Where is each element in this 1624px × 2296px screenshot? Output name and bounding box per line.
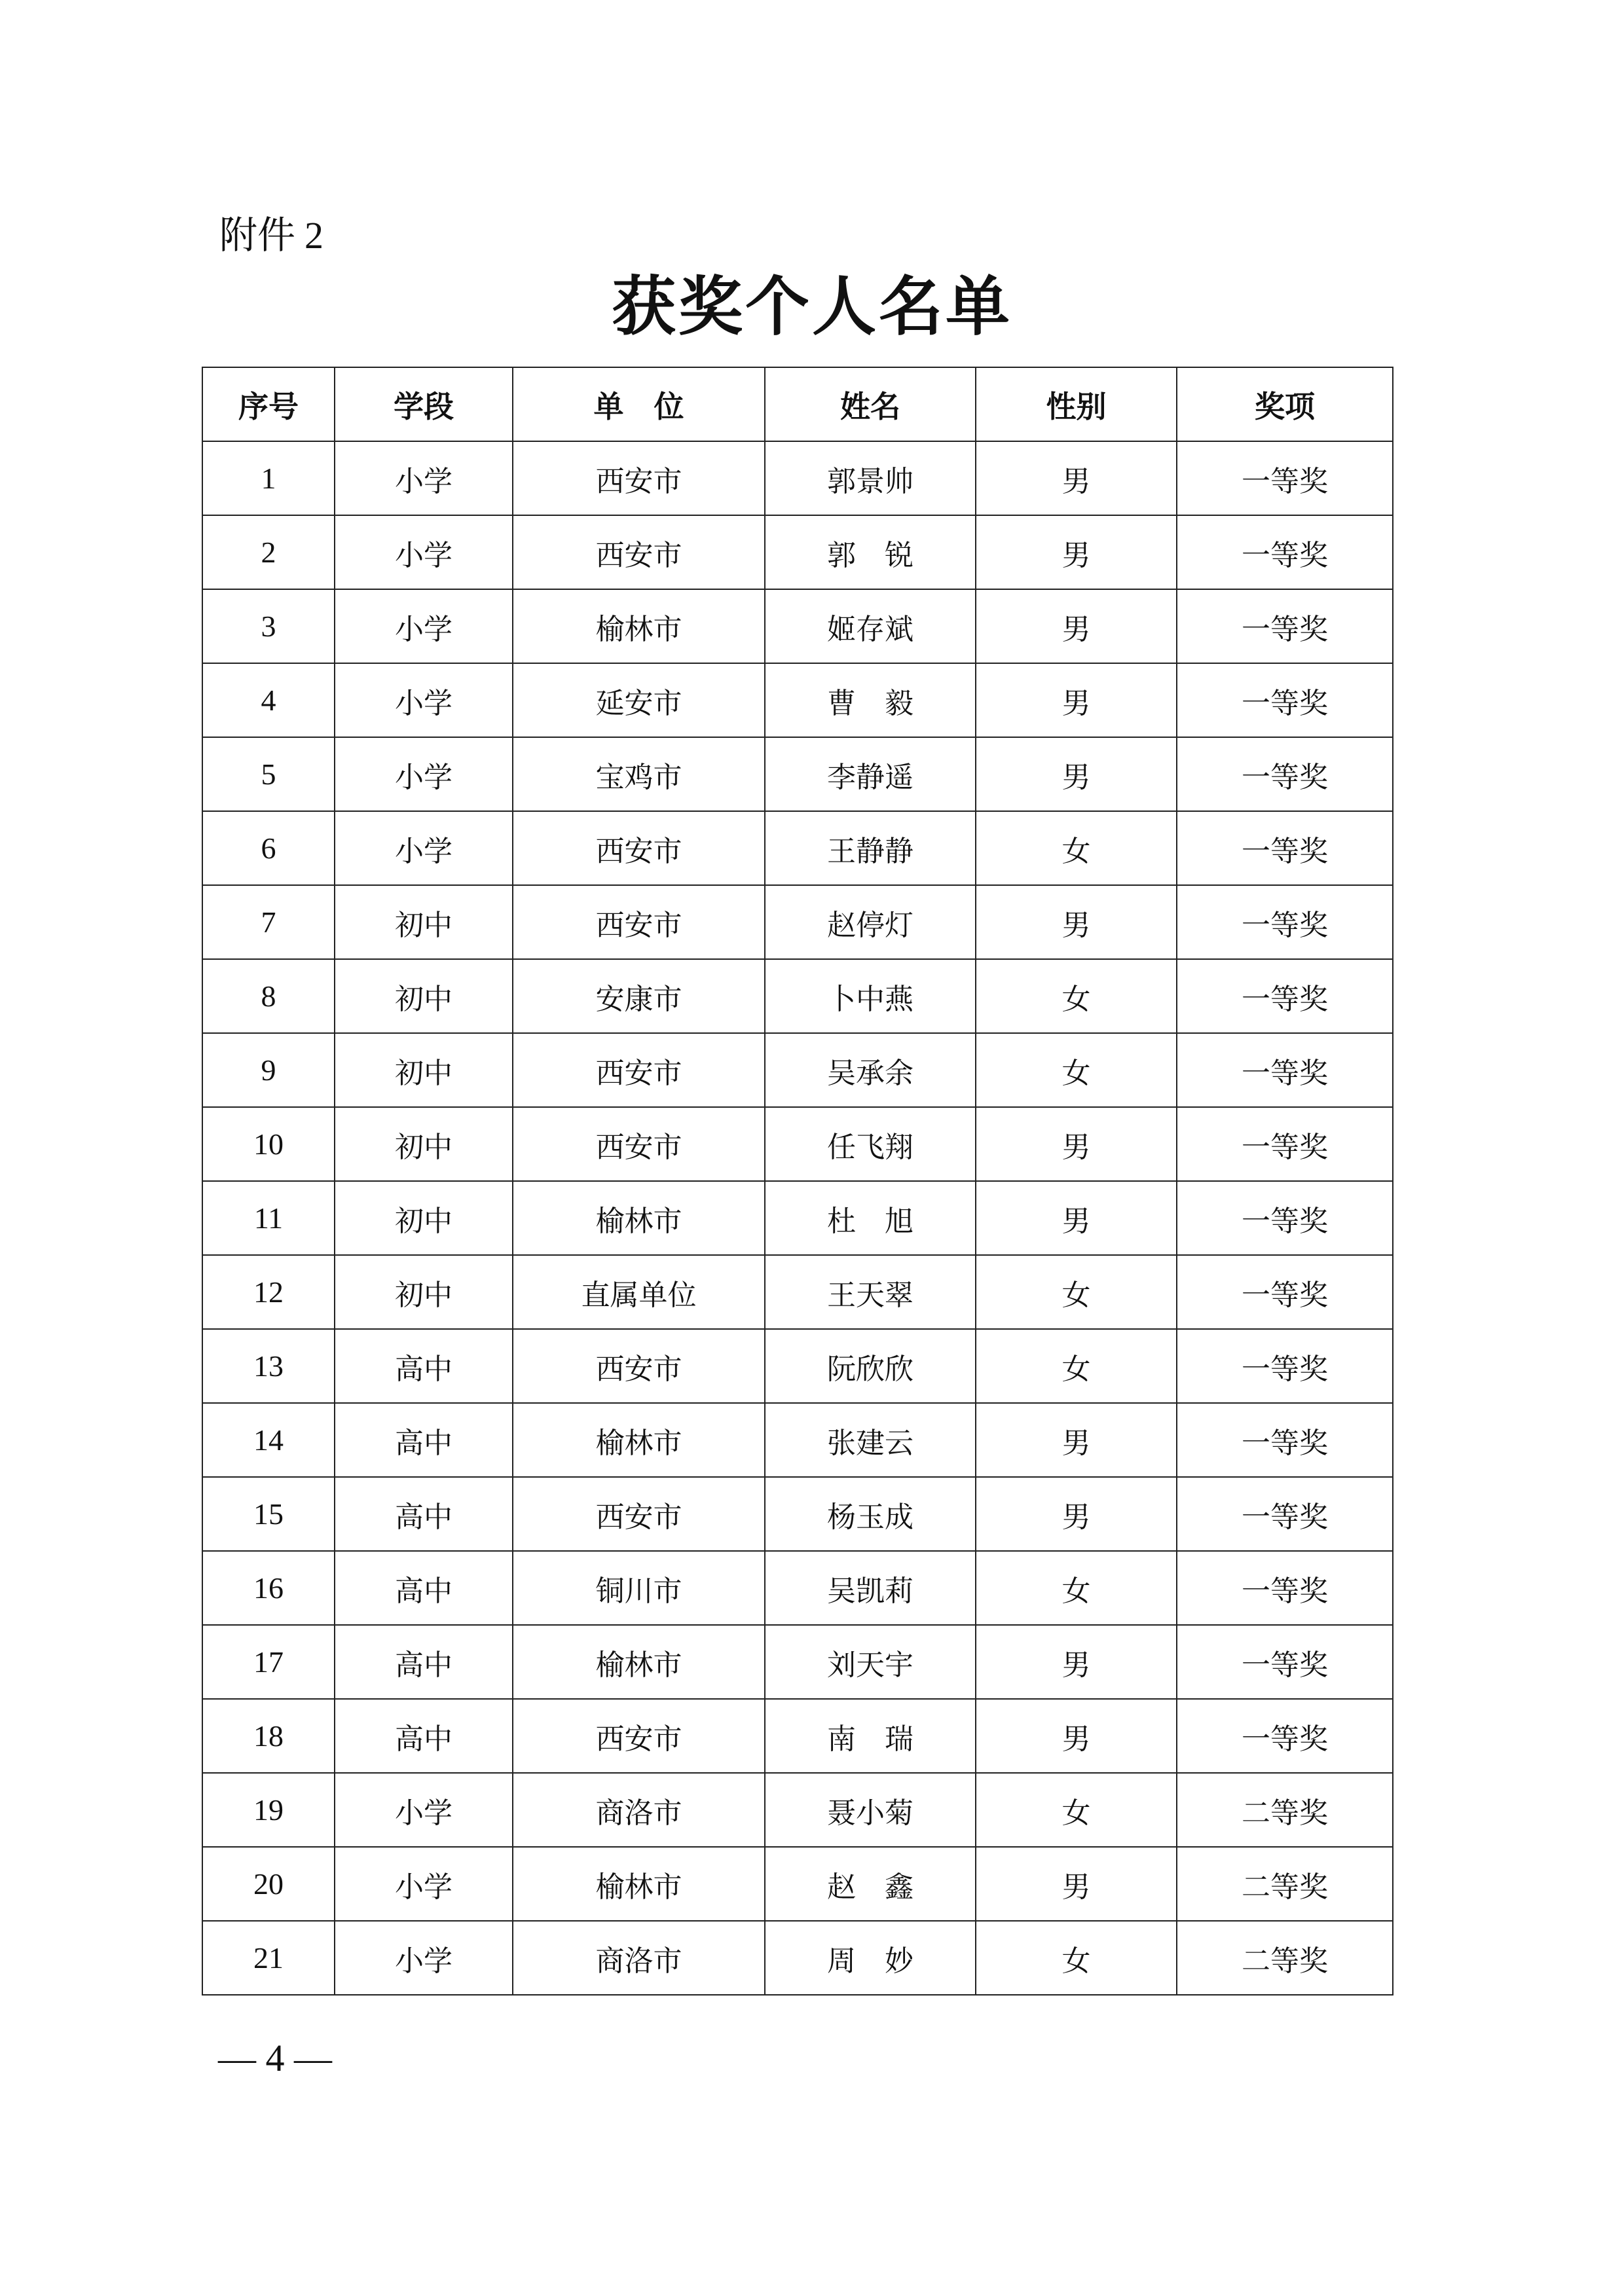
cell-stage: 小学 — [335, 737, 513, 811]
cell-name: 吴凯莉 — [765, 1551, 976, 1625]
cell-unit: 榆林市 — [513, 589, 765, 663]
cell-award: 一等奖 — [1177, 737, 1393, 811]
cell-index: 2 — [202, 515, 335, 589]
cell-name: 李静遥 — [765, 737, 976, 811]
table-row — [202, 1477, 1393, 1551]
table-row — [202, 1921, 1393, 1995]
cell-name: 聂小菊 — [765, 1773, 976, 1847]
cell-stage: 初中 — [335, 1107, 513, 1181]
column-header-name: 姓名 — [765, 367, 976, 441]
table-row — [202, 441, 1393, 515]
cell-gender: 男 — [976, 663, 1177, 737]
cell-index: 15 — [202, 1477, 335, 1551]
cell-gender: 女 — [976, 959, 1177, 1033]
cell-name: 王静静 — [765, 811, 976, 885]
cell-unit: 西安市 — [513, 1107, 765, 1181]
table-row — [202, 885, 1393, 959]
cell-gender: 男 — [976, 441, 1177, 515]
cell-index: 9 — [202, 1033, 335, 1107]
cell-award: 二等奖 — [1177, 1847, 1393, 1921]
cell-name: 任飞翔 — [765, 1107, 976, 1181]
column-header-unit: 单 位 — [513, 367, 765, 441]
cell-gender: 女 — [976, 1033, 1177, 1107]
cell-award: 一等奖 — [1177, 1107, 1393, 1181]
cell-unit: 西安市 — [513, 441, 765, 515]
cell-unit: 西安市 — [513, 1329, 765, 1403]
cell-stage: 小学 — [335, 589, 513, 663]
cell-unit: 延安市 — [513, 663, 765, 737]
cell-index: 14 — [202, 1403, 335, 1477]
cell-name: 郭景帅 — [765, 441, 976, 515]
cell-award: 一等奖 — [1177, 1403, 1393, 1477]
cell-index: 20 — [202, 1847, 335, 1921]
cell-award: 一等奖 — [1177, 1551, 1393, 1625]
cell-unit: 西安市 — [513, 811, 765, 885]
cell-unit: 铜川市 — [513, 1551, 765, 1625]
cell-name: 郭 锐 — [765, 515, 976, 589]
cell-gender: 男 — [976, 737, 1177, 811]
table-row — [202, 1773, 1393, 1847]
table-row — [202, 1551, 1393, 1625]
cell-unit: 西安市 — [513, 1699, 765, 1773]
cell-gender: 女 — [976, 1329, 1177, 1403]
cell-gender: 男 — [976, 515, 1177, 589]
table-row — [202, 737, 1393, 811]
cell-stage: 初中 — [335, 885, 513, 959]
cell-index: 17 — [202, 1625, 335, 1699]
cell-stage: 小学 — [335, 515, 513, 589]
cell-unit: 榆林市 — [513, 1403, 765, 1477]
cell-stage: 高中 — [335, 1699, 513, 1773]
table-header-row — [202, 367, 1393, 441]
cell-name: 杨玉成 — [765, 1477, 976, 1551]
cell-award: 一等奖 — [1177, 1181, 1393, 1255]
cell-stage: 小学 — [335, 663, 513, 737]
cell-stage: 小学 — [335, 811, 513, 885]
cell-unit: 直属单位 — [513, 1255, 765, 1329]
cell-gender: 男 — [976, 1181, 1177, 1255]
cell-award: 一等奖 — [1177, 589, 1393, 663]
table-row — [202, 811, 1393, 885]
table-row — [202, 1625, 1393, 1699]
cell-gender: 女 — [976, 1551, 1177, 1625]
cell-unit: 西安市 — [513, 1477, 765, 1551]
cell-award: 一等奖 — [1177, 663, 1393, 737]
cell-gender: 男 — [976, 1625, 1177, 1699]
cell-gender: 男 — [976, 1403, 1177, 1477]
cell-award: 一等奖 — [1177, 1477, 1393, 1551]
attachment-label — [219, 213, 324, 257]
cell-gender: 男 — [976, 1107, 1177, 1181]
table-row — [202, 1699, 1393, 1773]
cell-unit: 商洛市 — [513, 1921, 765, 1995]
cell-index: 11 — [202, 1181, 335, 1255]
cell-stage: 小学 — [335, 1773, 513, 1847]
cell-index: 1 — [202, 441, 335, 515]
column-header-gender: 性别 — [976, 367, 1177, 441]
cell-name: 周 妙 — [765, 1921, 976, 1995]
table-row — [202, 589, 1393, 663]
attachment-number: 2 — [304, 214, 324, 257]
table-row — [202, 1403, 1393, 1477]
cell-name: 吴承余 — [765, 1033, 976, 1107]
table-row — [202, 1181, 1393, 1255]
cell-award: 一等奖 — [1177, 441, 1393, 515]
cell-award: 一等奖 — [1177, 515, 1393, 589]
table-row — [202, 663, 1393, 737]
cell-stage: 初中 — [335, 1033, 513, 1107]
cell-award: 一等奖 — [1177, 1625, 1393, 1699]
cell-unit: 西安市 — [513, 515, 765, 589]
cell-unit: 榆林市 — [513, 1181, 765, 1255]
cell-unit: 西安市 — [513, 885, 765, 959]
table-row — [202, 1329, 1393, 1403]
cell-gender: 女 — [976, 811, 1177, 885]
cell-stage: 小学 — [335, 1921, 513, 1995]
cell-gender: 女 — [976, 1255, 1177, 1329]
cell-index: 13 — [202, 1329, 335, 1403]
cell-index: 4 — [202, 663, 335, 737]
cell-name: 姬存斌 — [765, 589, 976, 663]
attachment-text: 附件 — [219, 213, 296, 257]
cell-gender: 男 — [976, 589, 1177, 663]
cell-unit: 商洛市 — [513, 1773, 765, 1847]
cell-stage: 高中 — [335, 1329, 513, 1403]
cell-unit: 榆林市 — [513, 1847, 765, 1921]
cell-unit: 安康市 — [513, 959, 765, 1033]
cell-index: 6 — [202, 811, 335, 885]
table-body — [202, 441, 1393, 1995]
cell-name: 赵停灯 — [765, 885, 976, 959]
cell-index: 8 — [202, 959, 335, 1033]
column-header-stage: 学段 — [335, 367, 513, 441]
table-row — [202, 515, 1393, 589]
cell-index: 19 — [202, 1773, 335, 1847]
cell-stage: 高中 — [335, 1551, 513, 1625]
cell-award: 二等奖 — [1177, 1921, 1393, 1995]
cell-gender: 女 — [976, 1921, 1177, 1995]
awards-table — [202, 367, 1393, 1995]
cell-name: 张建云 — [765, 1403, 976, 1477]
cell-stage: 小学 — [335, 441, 513, 515]
cell-award: 二等奖 — [1177, 1773, 1393, 1847]
cell-award: 一等奖 — [1177, 811, 1393, 885]
cell-gender: 男 — [976, 1847, 1177, 1921]
cell-index: 10 — [202, 1107, 335, 1181]
cell-index: 3 — [202, 589, 335, 663]
cell-name: 阮欣欣 — [765, 1329, 976, 1403]
cell-unit: 西安市 — [513, 1033, 765, 1107]
cell-award: 一等奖 — [1177, 1699, 1393, 1773]
cell-stage: 初中 — [335, 1181, 513, 1255]
cell-stage: 高中 — [335, 1403, 513, 1477]
page-number: — 4 — — [218, 2037, 332, 2079]
cell-name: 南 瑞 — [765, 1699, 976, 1773]
cell-unit: 榆林市 — [513, 1625, 765, 1699]
cell-name: 卜中燕 — [765, 959, 976, 1033]
table-row — [202, 1847, 1393, 1921]
table-row — [202, 959, 1393, 1033]
table-row — [202, 1255, 1393, 1329]
page-title: 获奖个人名单 — [611, 269, 1012, 344]
cell-stage: 初中 — [335, 1255, 513, 1329]
column-header-index: 序号 — [202, 367, 335, 441]
cell-index: 7 — [202, 885, 335, 959]
cell-stage: 小学 — [335, 1847, 513, 1921]
cell-award: 一等奖 — [1177, 959, 1393, 1033]
cell-gender: 男 — [976, 1699, 1177, 1773]
cell-name: 刘天宇 — [765, 1625, 976, 1699]
cell-unit: 宝鸡市 — [513, 737, 765, 811]
table-row — [202, 1033, 1393, 1107]
cell-name: 赵 鑫 — [765, 1847, 976, 1921]
cell-award: 一等奖 — [1177, 1033, 1393, 1107]
cell-index: 18 — [202, 1699, 335, 1773]
cell-award: 一等奖 — [1177, 885, 1393, 959]
cell-index: 5 — [202, 737, 335, 811]
cell-stage: 高中 — [335, 1625, 513, 1699]
cell-stage: 初中 — [335, 959, 513, 1033]
cell-stage: 高中 — [335, 1477, 513, 1551]
column-header-award: 奖项 — [1177, 367, 1393, 441]
cell-name: 王天翠 — [765, 1255, 976, 1329]
cell-index: 12 — [202, 1255, 335, 1329]
cell-gender: 男 — [976, 885, 1177, 959]
cell-name: 曹 毅 — [765, 663, 976, 737]
cell-gender: 男 — [976, 1477, 1177, 1551]
cell-award: 一等奖 — [1177, 1255, 1393, 1329]
cell-index: 21 — [202, 1921, 335, 1995]
table-row — [202, 1107, 1393, 1181]
cell-name: 杜 旭 — [765, 1181, 976, 1255]
cell-index: 16 — [202, 1551, 335, 1625]
cell-gender: 女 — [976, 1773, 1177, 1847]
cell-award: 一等奖 — [1177, 1329, 1393, 1403]
